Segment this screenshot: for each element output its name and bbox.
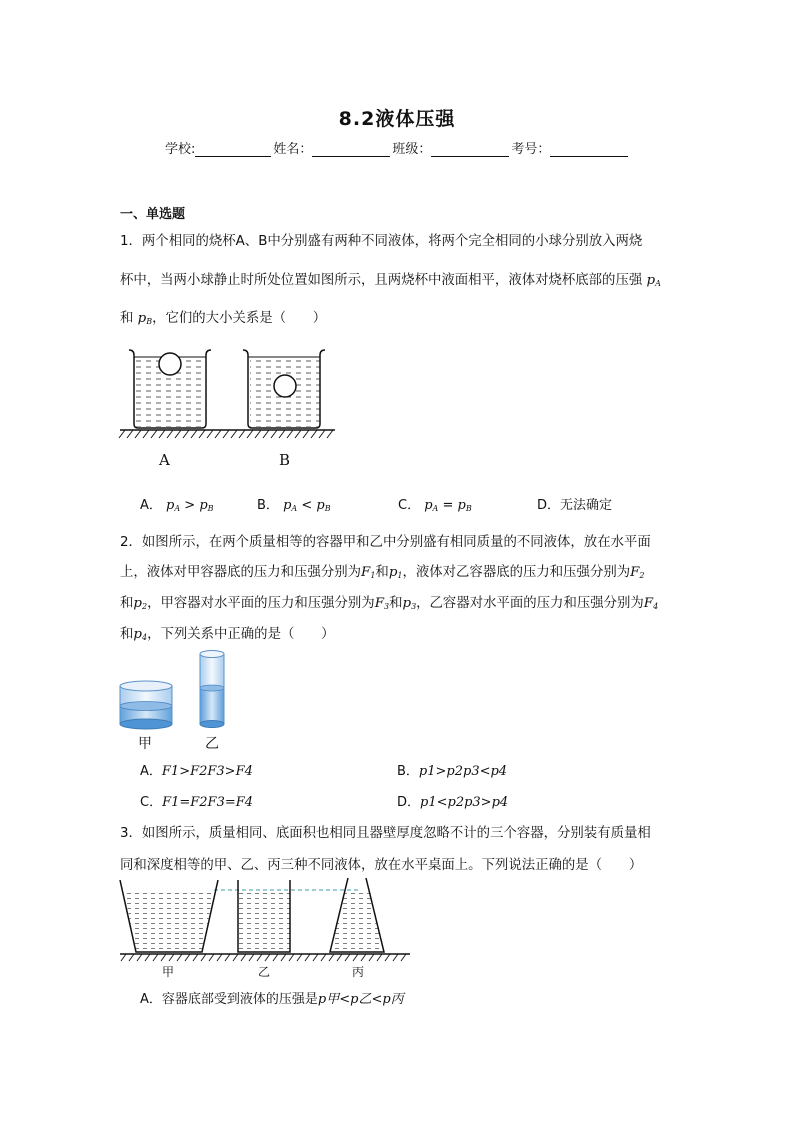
q1-option-a[interactable]: A． $p_A > p_B$ [140,498,214,513]
q1-line-3 [120,307,326,326]
exam-no-label: 考号： [511,142,551,157]
page-title: 8.2液体压强 [338,108,456,130]
q3-line-1: 3．如图所示，质量相同、底面积也相同且器壁厚度忽略不计的三个容器，分别装有质量相 [120,826,651,841]
q2-option-a[interactable]: A．F1>F2F3>F4 [140,764,253,779]
q2-option-b[interactable]: B．p1>p2p3<p4 [397,764,508,779]
school-blank [195,142,271,157]
q2-option-c[interactable]: C．F1=F2F3=F4 [140,795,254,810]
beaker-b-label: B [279,451,291,469]
q3-ground-hatching [121,954,406,961]
q1-option-c[interactable]: C． $p_A = p_B$ [398,498,472,513]
q3-figure-containers [118,876,418,980]
q1-figure-beakers [115,340,345,470]
beaker-b [243,350,325,428]
ball-b [274,375,296,397]
beaker-a [129,350,211,428]
q1-line-2-text: 杯中，当两小球静止时所处位置如图所示，且两烧杯中液面相平，液体对烧杯底部的压强 [120,273,643,288]
class-label: 班级： [392,142,432,157]
q3-line-2: 同和深度相等的甲、乙、丙三种不同液体，放在水平桌面上。下列说法正确的是（ ） [120,858,643,873]
q2-line-2: 上，液体对甲容器底的压力和压强分别为$F_1$和$p_1$，液体对乙容器底的压力和压强分别为$F_2$ [120,565,645,580]
container-jia [120,681,172,729]
container-jia-label: 甲 [138,736,152,752]
exam-no-blank [550,142,628,157]
name-blank [312,142,390,157]
container-q3-bing [330,878,384,952]
q1-option-b[interactable]: B． $p_A < p_B$ [257,498,331,513]
ball-a [159,353,181,375]
student-info-line [165,138,630,157]
school-label: 学校: [165,142,196,157]
q3-bing-label: 丙 [352,965,365,979]
q2-line-1: 2．如图所示，在两个质量相等的容器甲和乙中分别盛有相同质量的不同液体，放在水平面 [120,535,651,550]
q3-option-a[interactable]: A．容器底部受到液体的压强是p甲<p乙<p丙 [140,992,404,1007]
container-yi [200,651,224,728]
q2-line-4: 和$p_4$，下列关系中正确的是（ ） [120,627,335,642]
q1-line-2 [120,269,661,288]
q1-pB: $p_B$ [137,311,153,326]
container-q3-jia [120,880,218,952]
container-yi-label: 乙 [205,736,219,752]
q1-ground-hatching [119,430,333,438]
section-heading: 一、单选题 [120,207,186,222]
q3-yi-label: 乙 [258,965,271,979]
class-blank [431,142,509,157]
q2-option-d[interactable]: D．p1<p2p3>p4 [397,795,509,810]
q1-option-d[interactable]: D．无法确定 [537,498,613,513]
container-q3-yi [238,880,290,952]
q1-line-1: 1．两个相同的烧杯A、B中分别盛有两种不同液体，将两个完全相同的小球分别放入两烧 [120,234,643,249]
beaker-a-label: A [159,451,170,469]
q1-line-3-text: ，它们的大小关系是（ ） [152,311,327,326]
name-label: 姓名： [273,142,313,157]
q3-jia-label: 甲 [162,965,175,979]
q2-line-3: 和$p_2$，甲容器对水平面的压力和压强分别为$F_3$和$p_3$，乙容器对水平面的压力和压强分别为$F_4$ [120,596,659,611]
q1-line-3-and: 和 [120,311,134,326]
q1-pA: $p_A$ [646,273,661,288]
q2-figure-containers [116,648,236,752]
